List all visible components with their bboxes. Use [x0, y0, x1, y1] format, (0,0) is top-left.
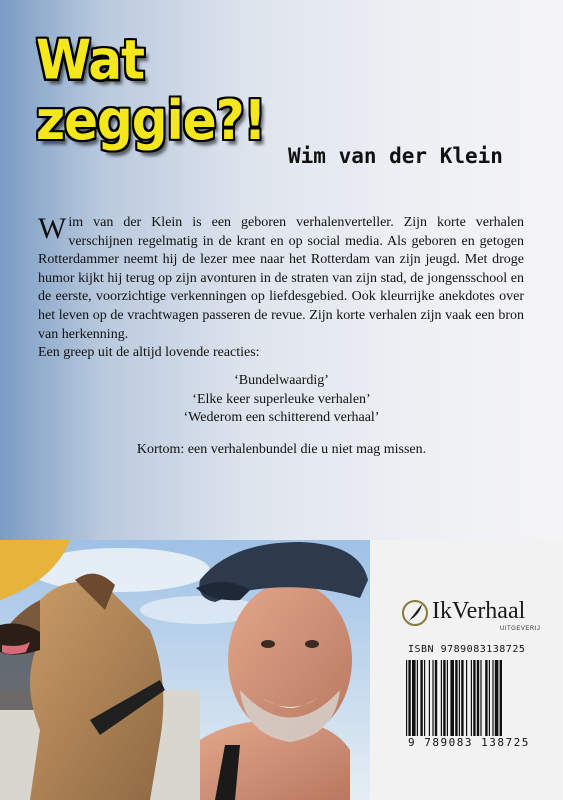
- quote-item: ‘Bundelwaardig’: [234, 373, 329, 388]
- quote-item: ‘Elke keer superleuke verhalen’: [192, 391, 371, 407]
- title-line-2: zeggie?!: [36, 89, 266, 153]
- closing-line: Kortom: een verhalenbundel die u niet mag missen.: [136, 442, 427, 457]
- photo-illustration: [0, 540, 370, 800]
- publisher-name: IkVerhaal: [432, 598, 526, 624]
- author-name: Wim van der Klein: [288, 144, 503, 168]
- barcode-panel: [370, 540, 563, 800]
- blurb-body: im van der Klein is een geboren verhalenverteller. Zijn korte verhalen verschijnen regelmatig in de krant en op social media. Als geboren en getogen Rotterdammer neemt hij de lezer mee naar het Rotterdam van zijn jeugd. Met droge humor kijkt hij terug op zijn avonturen in de straten van zijn stad, de jongensschool en de eerste, voorzichtige verkenningen op liefdesgebied. Ook kleurrijke anekdotes over het leven op de vrachtwagen passeren de revue. Zijn korte verhalen zijn vaak een bron van herkenning.: [38, 215, 524, 342]
- publisher-subtitle: UITGEVERIJ: [500, 626, 541, 632]
- drop-cap: W: [38, 212, 67, 245]
- quotes-list: [0, 372, 563, 428]
- isbn-label: ISBN 9789083138725: [408, 644, 526, 655]
- author-photo: [0, 540, 370, 800]
- blurb-text: [38, 214, 524, 363]
- quill-icon: [400, 598, 430, 628]
- title-line-1: Wat: [36, 28, 145, 92]
- book-title: [36, 30, 265, 151]
- barcode-graphic: [406, 660, 528, 736]
- quote-item: ‘Wederom een schitterend verhaal’: [183, 410, 380, 426]
- publisher-logo: [400, 596, 550, 636]
- blurb-last-line: Een greep uit de altijd lovende reacties:: [38, 345, 260, 361]
- barcode-digits: 9 789083 138725: [408, 736, 530, 749]
